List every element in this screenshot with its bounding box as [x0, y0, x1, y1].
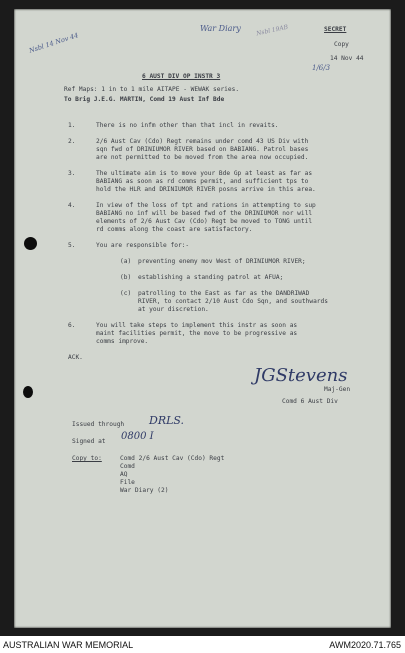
stamp-annotation: Nsbl 19AB: [255, 23, 289, 38]
para-number: 5.: [68, 242, 76, 249]
subitem-line: establishing a standing patrol at AFUA;: [138, 274, 284, 281]
para-line: BABIANG as soon as rd comms permit, and sufficient tps to: [96, 178, 309, 185]
signature-title: Comd 6 Aust Div: [282, 398, 338, 405]
para-line: sqn fwd of DRINIUMOR RIVER based on BABIANG. Patrol bases: [96, 146, 309, 153]
subitem-label: (a): [120, 258, 132, 265]
para-line: BABIANG no inf will be based fwd of the DRINIUMOR nor will: [96, 210, 313, 217]
secret-label: SECRET: [324, 26, 347, 33]
signature-rank: Maj-Gen: [324, 386, 351, 393]
para-line: The ultimate aim is to move your Bde Gp at least as far as: [96, 170, 313, 177]
para-number: 6.: [68, 322, 76, 329]
footer-accession-number: AWM2020.71.765: [329, 640, 401, 650]
date-text: 14 Nov 44: [330, 55, 364, 62]
para-line: maint facilities permit, the move to be progressive as: [96, 330, 298, 337]
issued-value: DRLS.: [149, 414, 185, 427]
copy-to-label: Copy to:: [72, 455, 102, 462]
signed-label: Signed at: [72, 438, 106, 445]
para-line: You are responsible for:-: [96, 242, 190, 249]
document-title: 6 AUST DIV OP INSTR 3: [142, 73, 221, 80]
copy-label: Copy: [334, 41, 349, 48]
date-mark: 1/6/3: [312, 64, 331, 72]
subitem-label: (b): [120, 274, 132, 281]
subitem-label: (c): [120, 290, 132, 297]
punch-hole: [23, 386, 33, 398]
signature: JGStevens: [254, 365, 348, 386]
para-number: 4.: [68, 202, 76, 209]
subitem-line: at your discretion.: [138, 306, 209, 313]
para-line: elements of 2/6 Aust Cav (Cdo) Regt be moved to TONG until: [96, 218, 313, 225]
margin-annotation: Nsbl 14 Nov 44: [28, 31, 80, 55]
archive-footer: [0, 636, 405, 653]
para-number: 3.: [68, 170, 76, 177]
copy-to-item: File: [120, 479, 135, 486]
war-diary-annotation: War Diary: [200, 24, 241, 33]
punch-hole: [24, 237, 37, 250]
para-line: hold the HLR and DRINIUMOR RIVER posns arrive in this area.: [96, 186, 316, 193]
subitem-line: patrolling to the East as far as the DANDRIWAD: [138, 290, 310, 297]
para-number: 1.: [68, 122, 76, 129]
para-line: comms improve.: [96, 338, 149, 345]
subitem-line: RIVER, to contact 2/10 Aust Cdo Sqn, and southwards: [138, 298, 328, 305]
copy-to-item: Comd: [120, 463, 135, 470]
document-page: [14, 9, 391, 628]
copy-to-item: War Diary (2): [120, 487, 169, 494]
para-number: 2.: [68, 138, 76, 145]
copy-to-item: AQ: [120, 471, 128, 478]
ref-maps: Ref Maps: 1 in to 1 mile AITAPE - WEWAK series.: [64, 86, 240, 93]
para-line: You will take steps to implement this instr as soon as: [96, 322, 298, 329]
ack-label: ACK.: [68, 354, 83, 361]
subitem-line: preventing enemy mov West of DRINIUMOR RIVER;: [138, 258, 306, 265]
para-line: In view of the loss of tpt and rations in attempting to sup: [96, 202, 316, 209]
footer-institution: AUSTRALIAN WAR MEMORIAL: [3, 640, 134, 650]
issued-label: Issued through: [72, 421, 125, 428]
copy-to-item: Comd 2/6 Aust Cav (Cdo) Regt: [120, 455, 225, 462]
para-line: There is no infm other than that incl in revaits.: [96, 122, 279, 129]
addressee: To Brig J.E.G. MARTIN, Comd 19 Aust Inf Bde: [64, 96, 225, 103]
para-line: 2/6 Aust Cav (Cdo) Regt remains under comd 43 US Div with: [96, 138, 309, 145]
para-line: rd comms along the coast are satisfactory.: [96, 226, 253, 233]
para-line: are not permitted to be moved from the area now occupied.: [96, 154, 309, 161]
signed-value: 0800 I: [121, 431, 154, 442]
